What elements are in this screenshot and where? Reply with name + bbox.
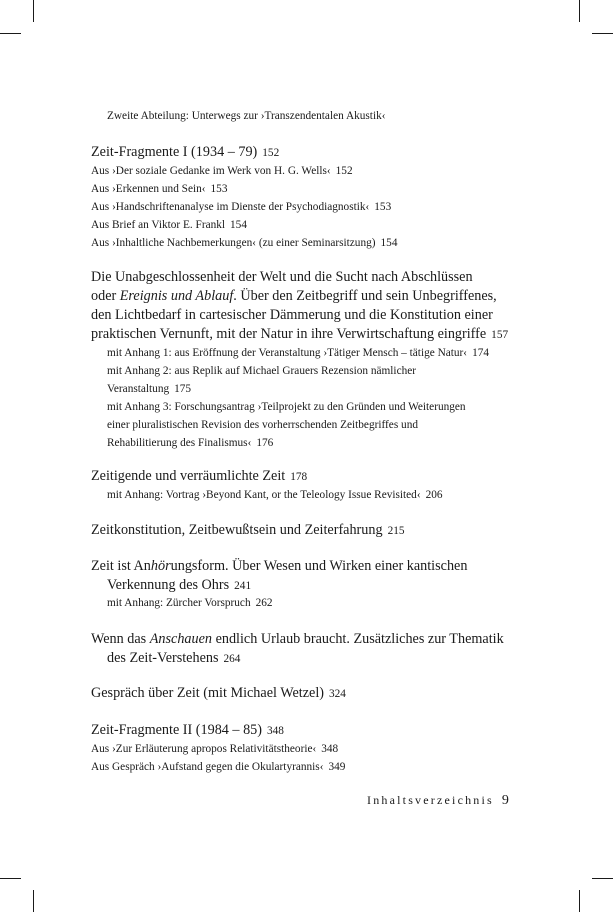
page-number: 178 xyxy=(290,471,308,483)
toc-entry-zf1: Zeit-Fragmente I (1934 – 79) 152 xyxy=(91,144,280,160)
crop-mark-top-left-h xyxy=(0,33,21,34)
toc-entry-anhoer-line2: Verkennung des Ohrs 241 xyxy=(107,577,252,593)
crop-mark-bottom-left-v xyxy=(33,890,34,912)
toc-entry-zf2: Zeit-Fragmente II (1984 – 85) 348 xyxy=(91,722,284,738)
page-number: 241 xyxy=(234,580,252,592)
page-number: 206 xyxy=(425,489,443,501)
page-number: 174 xyxy=(472,347,490,359)
crop-mark-bottom-right-h xyxy=(592,878,613,879)
toc-entry-konst: Zeitkonstitution, Zeitbewußtsein und Zeiterfahrung 215 xyxy=(91,522,405,538)
toc-subentry-anhang3-cont: einer pluralistischen Revision des vorherrschenden Zeitbegriffes und xyxy=(107,419,418,431)
toc-entry-anschauen-line2: des Zeit-Verstehens 264 xyxy=(107,650,241,666)
page-number: 324 xyxy=(328,688,346,700)
page-number: 264 xyxy=(223,653,241,665)
toc-subentry: Aus Gespräch ›Aufstand gegen die Okulartyrannis‹ 349 xyxy=(91,761,346,773)
toc-subentry-anhang3: mit Anhang 3: Forschungsantrag ›Teilprojekt zu den Gründen und Weiterungen xyxy=(107,401,466,413)
crop-mark-top-right-v xyxy=(579,0,580,22)
page-number: 157 xyxy=(491,329,509,341)
page-number: 349 xyxy=(328,761,346,773)
toc-subentry: Aus ›Handschriftenanalyse im Dienste der Psychodiagnostik‹ 153 xyxy=(91,201,392,213)
page-number: 152 xyxy=(262,147,280,159)
page-number: 348 xyxy=(321,743,339,755)
crop-mark-top-left-v xyxy=(33,0,34,22)
page-footer xyxy=(367,791,509,809)
page-number: 215 xyxy=(387,525,405,537)
page-number: 262 xyxy=(255,597,273,609)
toc-entry-unab-line2: oder Ereignis und Ablauf. Über den Zeitbegriff und sein Unbegriffenes, xyxy=(91,288,497,304)
crop-mark-bottom-right-v xyxy=(579,890,580,912)
page-number: 154 xyxy=(380,237,398,249)
toc-entry-unab-line1: Die Unabgeschlossenheit der Welt und die Sucht nach Abschlüssen xyxy=(91,269,473,285)
page-number: 154 xyxy=(230,219,247,231)
crop-mark-top-right-h xyxy=(592,33,613,34)
toc-subentry: mit Anhang: Zürcher Vorspruch 262 xyxy=(107,597,273,609)
toc-entry-anhoer-line1: Zeit ist Anhörungsform. Über Wesen und Wirken einer kantischen xyxy=(91,558,468,574)
section-heading: Zweite Abteilung: Unterwegs zur ›Transzendentalen Akustik‹ xyxy=(107,110,386,122)
page-number: 152 xyxy=(335,165,353,177)
toc-subentry: Aus Brief an Viktor E. Frankl 154 xyxy=(91,219,247,231)
toc-subentry: Aus ›Der soziale Gedanke im Werk von H. G. Wells‹ 152 xyxy=(91,165,353,177)
toc-subentry: Aus ›Inhaltliche Nachbemerkungen‹ (zu einer Seminarsitzung) 154 xyxy=(91,237,398,249)
page-number: 176 xyxy=(256,437,274,449)
toc-subentry-anhang2: mit Anhang 2: aus Replik auf Michael Grauers Rezension nämlicher xyxy=(107,365,417,377)
toc-subentry-anhang3-cont: Rehabilitierung des Finalismus‹ 176 xyxy=(107,437,274,449)
toc-subentry: mit Anhang: Vortrag ›Beyond Kant, or the Teleology Issue Revisited‹ 206 xyxy=(107,489,443,501)
toc-entry-anschauen-line1: Wenn das Anschauen endlich Urlaub braucht. Zusätzliches zur Thematik xyxy=(91,631,504,647)
toc-entry-gespraech: Gespräch über Zeit (mit Michael Wetzel) 324 xyxy=(91,685,346,701)
page-number: 175 xyxy=(174,383,192,395)
toc-subentry: Aus ›Erkennen und Sein‹ 153 xyxy=(91,183,228,195)
page-number: 153 xyxy=(374,201,392,213)
page-number: 153 xyxy=(210,183,228,195)
page-number: 348 xyxy=(266,725,284,737)
crop-mark-bottom-left-h xyxy=(0,878,21,879)
toc-entry-unab-line4: praktischen Vernunft, mit der Natur in ihre Verwirtschaftung eingriffe 157 xyxy=(91,326,509,342)
toc-subentry: Aus ›Zur Erläuterung apropos Relativitätstheorie‹ 348 xyxy=(91,743,339,755)
toc-entry-zeitigende: Zeitigende und verräumlichte Zeit 178 xyxy=(91,468,308,484)
toc-entry-unab-line3: den Lichtbedarf in cartesischer Dämmerung und die Konstitution einer xyxy=(91,307,493,323)
toc-subentry-anhang1: mit Anhang 1: aus Eröffnung der Veranstaltung ›Tätiger Mensch – tätige Natur‹ 174 xyxy=(107,347,490,359)
folio-number: 9 xyxy=(501,793,509,808)
toc-subentry-anhang2-cont: Veranstaltung 175 xyxy=(107,383,192,395)
running-footer-title: Inhaltsverzeichnis xyxy=(367,793,494,807)
